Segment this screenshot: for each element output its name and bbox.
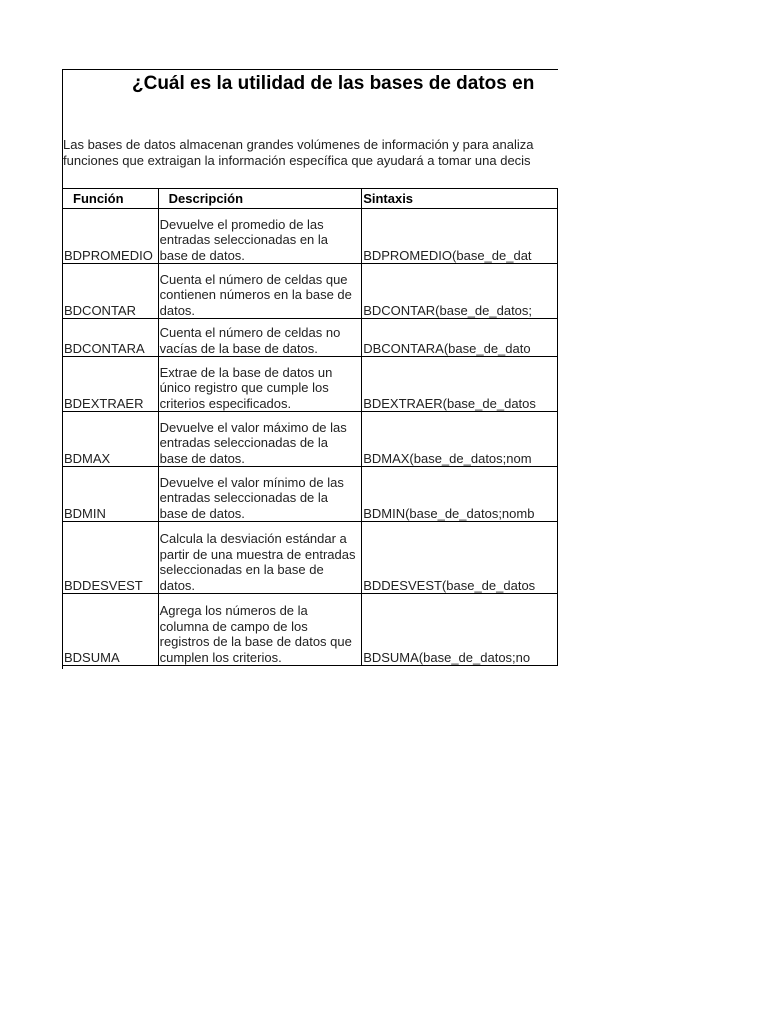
function-description — [158, 209, 362, 264]
description-line: único registro que cumple los — [159, 380, 329, 395]
intro-paragraph — [63, 137, 558, 168]
description-line: entradas seleccionadas de la — [159, 490, 329, 505]
intro-line: Las bases de datos almacenan grandes volúmenes de información y para analiza — [63, 137, 534, 152]
function-syntax: BDEXTRAER(base_de_datos — [362, 357, 558, 412]
description-line: Devuelve el promedio de las — [159, 216, 324, 232]
function-syntax: BDSUMA(base_de_datos;no — [362, 594, 558, 666]
page-border-top — [62, 69, 558, 70]
function-name: BDCONTAR — [63, 264, 159, 319]
description-line: Agrega los números de la — [159, 603, 308, 618]
description-line: Extrae de la base de datos un — [159, 364, 333, 380]
description-line: Cuenta el número de celdas no — [159, 325, 341, 340]
function-syntax: BDMIN(base_de_datos;nomb — [362, 467, 558, 522]
description-line: partir de una muestra de entradas — [159, 546, 356, 562]
document-title: ¿Cuál es la utilidad de las bases de datos en — [132, 73, 535, 94]
table-row — [63, 264, 558, 319]
description-line: registros de la base de datos que — [159, 634, 352, 649]
description-line: seleccionadas en la base de — [159, 562, 324, 577]
header-function: Función — [63, 189, 159, 209]
function-description — [158, 522, 362, 594]
function-syntax: BDCONTAR(base_de_datos; — [362, 264, 558, 319]
description-line: datos. — [159, 577, 196, 593]
function-syntax: BDDESVEST(base_de_datos — [362, 522, 558, 594]
description-line: Cuenta el número de celdas que — [159, 271, 348, 287]
function-description — [158, 319, 362, 357]
table-header-row — [63, 189, 558, 209]
description-line: base de datos. — [159, 505, 245, 521]
function-description — [158, 357, 362, 412]
function-description — [158, 412, 362, 467]
function-syntax: BDMAX(base_de_datos;nom — [362, 412, 558, 467]
spreadsheet-page — [62, 69, 558, 669]
functions-table — [62, 188, 558, 666]
description-line: Calcula la desviación estándar a — [159, 531, 347, 546]
description-line: entradas seleccionadas en la — [159, 232, 329, 247]
description-line: criterios especificados. — [159, 395, 292, 411]
table-row — [63, 522, 558, 594]
function-name: BDDESVEST — [63, 522, 159, 594]
header-syntax: Sintaxis — [362, 189, 558, 209]
table-row — [63, 412, 558, 467]
description-line: base de datos. — [159, 247, 245, 263]
intro-line: funciones que extraigan la información específica que ayudará a tomar una decis — [63, 152, 531, 168]
description-line: contienen números en la base de — [159, 287, 352, 302]
description-line: columna de campo de los — [159, 618, 308, 634]
table-row — [63, 319, 558, 357]
description-line: vacías de la base de datos. — [159, 340, 318, 356]
description-line: base de datos. — [159, 450, 245, 466]
function-syntax: BDPROMEDIO(base_de_dat — [362, 209, 558, 264]
function-name: BDMIN — [63, 467, 159, 522]
function-name: BDMAX — [63, 412, 159, 467]
table-row — [63, 467, 558, 522]
table-row — [63, 209, 558, 264]
function-description — [158, 264, 362, 319]
function-name: BDPROMEDIO — [63, 209, 159, 264]
function-name: BDEXTRAER — [63, 357, 159, 412]
function-description — [158, 467, 362, 522]
header-description: Descripción — [158, 189, 362, 209]
table-row — [63, 357, 558, 412]
description-line: Devuelve el valor máximo de las — [159, 419, 347, 435]
function-name: BDCONTARA — [63, 319, 159, 357]
description-line: datos. — [159, 302, 196, 318]
function-name: BDSUMA — [63, 594, 159, 666]
table-row — [63, 594, 558, 666]
function-description — [158, 594, 362, 666]
description-line: Devuelve el valor mínimo de las — [159, 474, 344, 490]
function-syntax: DBCONTARA(base_de_dato — [362, 319, 558, 357]
description-line: entradas seleccionadas de la — [159, 435, 329, 450]
description-line: cumplen los criterios. — [159, 649, 282, 665]
